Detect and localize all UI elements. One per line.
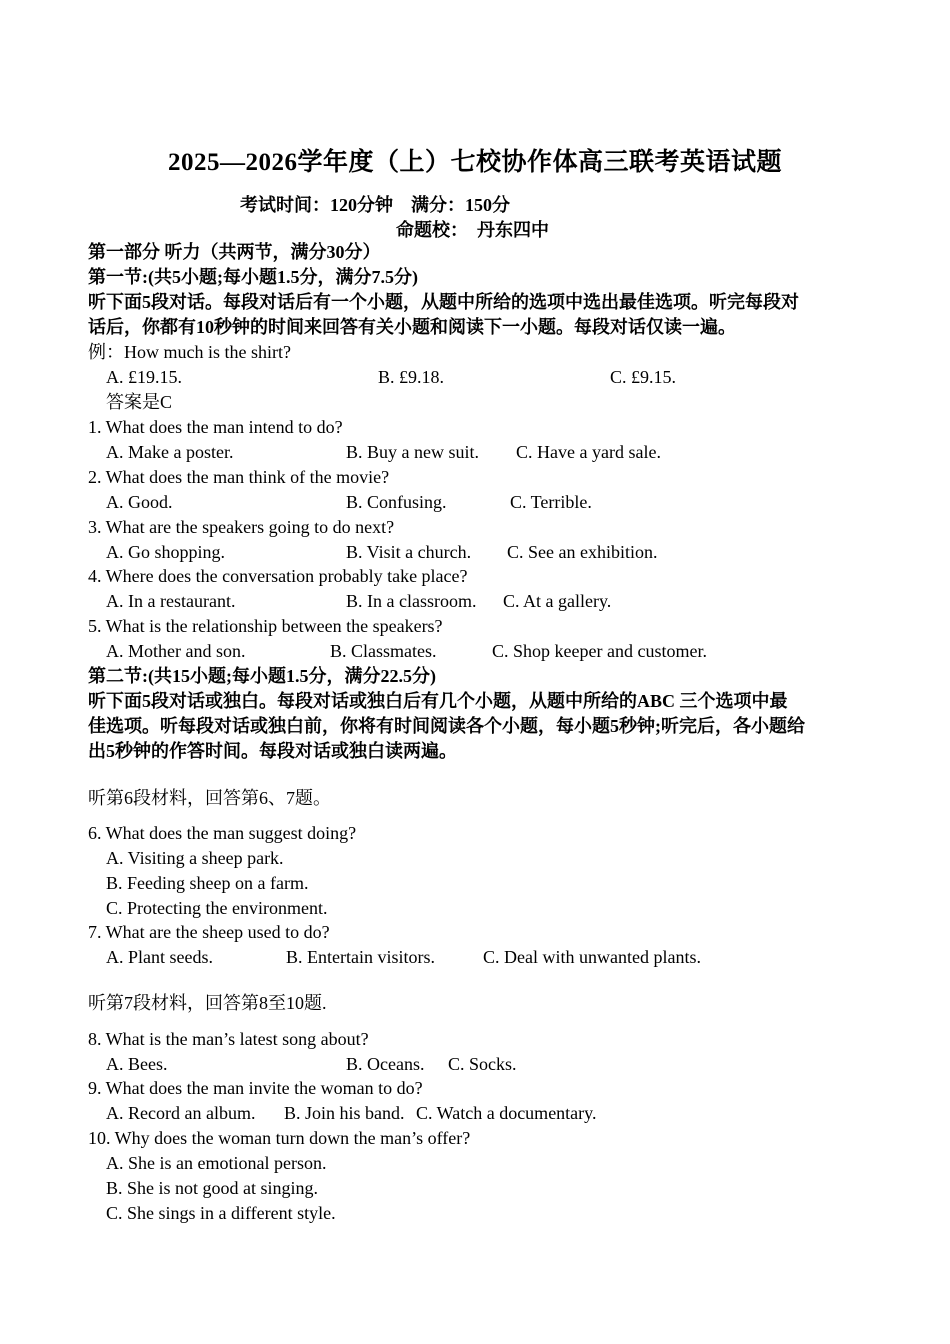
option-c: C. Socks.: [448, 1054, 517, 1074]
option-a: A. Go shopping.: [106, 542, 226, 562]
question-stem: 10. Why does the woman turn down the man’s offer?: [88, 1128, 471, 1148]
option-a: A. Record an album.: [106, 1103, 256, 1123]
question-stem: 5. What is the relationship between the speakers?: [88, 616, 443, 636]
option-c: C. She sings in a different style.: [106, 1203, 336, 1223]
option-b: B. Join his band.: [284, 1103, 405, 1123]
material-7-note: 听第7段材料，回答第8至10题.: [88, 993, 327, 1013]
example-option-a: A. £19.15.: [106, 367, 182, 387]
question-stem: 3. What are the speakers going to do next?: [88, 517, 395, 537]
option-c: C. Shop keeper and customer.: [492, 641, 707, 661]
exam-info: 考试时间：120分钟 满分：150分: [240, 195, 510, 215]
example-question: 例：How much is the shirt?: [88, 342, 291, 362]
option-c: C. Terrible.: [510, 492, 592, 512]
option-b: B. She is not good at singing.: [106, 1178, 319, 1198]
section1-instruction: 话后，你都有10秒钟的时间来回答有关小题和阅读下一小题。每段对话仅读一遍。: [88, 317, 736, 337]
option-c: C. See an exhibition.: [507, 542, 658, 562]
section2-instruction: 出5秒钟的作答时间。每段对话或独白读两遍。: [88, 741, 457, 761]
section2-heading: 第二节:(共15小题;每小题1.5分，满分22.5分): [88, 666, 436, 686]
option-b: B. Confusing.: [346, 492, 447, 512]
material-6-note: 听第6段材料，回答第6、7题。: [88, 788, 331, 808]
option-b: B. Visit a church.: [346, 542, 472, 562]
question-stem: 4. Where does the conversation probably take place?: [88, 566, 468, 586]
option-a: A. Make a poster.: [106, 442, 234, 462]
option-a: A. Good.: [106, 492, 173, 512]
section2-instruction: 佳选项。听每段对话或独白前，你将有时间阅读各个小题，每小题5秒钟;听完后，各小题给: [88, 716, 805, 736]
option-a: A. Visiting a sheep park.: [106, 848, 284, 868]
option-a: A. She is an emotional person.: [106, 1153, 327, 1173]
option-b: B. Classmates.: [330, 641, 437, 661]
option-a: A. Bees.: [106, 1054, 168, 1074]
option-a: A. Plant seeds.: [106, 947, 213, 967]
option-c: C. Have a yard sale.: [516, 442, 661, 462]
question-stem: 2. What does the man think of the movie?: [88, 467, 390, 487]
school-info: 命题校： 丹东四中: [396, 220, 549, 240]
example-option-c: C. £9.15.: [610, 367, 677, 387]
exam-title: 2025—2026学年度（上）七校协作体高三联考英语试题: [167, 149, 782, 176]
section1-instruction: 听下面5段对话。每段对话后有一个小题，从题中所给的选项中选出最佳选项。听完每段对: [88, 292, 799, 312]
example-option-b: B. £9.18.: [378, 367, 445, 387]
example-answer: 答案是C: [106, 392, 173, 412]
option-b: B. Entertain visitors.: [286, 947, 435, 967]
section1-heading: 第一节:(共5小题;每小题1.5分，满分7.5分): [88, 267, 418, 287]
question-stem: 7. What are the sheep used to do?: [88, 922, 330, 942]
option-b: B. Feeding sheep on a farm.: [106, 873, 309, 893]
question-stem: 6. What does the man suggest doing?: [88, 823, 357, 843]
option-c: C. At a gallery.: [503, 591, 612, 611]
option-a: A. Mother and son.: [106, 641, 246, 661]
option-a: A. In a restaurant.: [106, 591, 236, 611]
question-stem: 1. What does the man intend to do?: [88, 417, 343, 437]
option-c: C. Deal with unwanted plants.: [483, 947, 701, 967]
option-c: C. Watch a documentary.: [416, 1103, 597, 1123]
option-b: B. In a classroom.: [346, 591, 477, 611]
option-b: B. Oceans.: [346, 1054, 425, 1074]
part1-heading: 第一部分 听力（共两节，满分30分）: [88, 242, 381, 262]
question-stem: 8. What is the man’s latest song about?: [88, 1029, 369, 1049]
question-stem: 9. What does the man invite the woman to do?: [88, 1078, 423, 1098]
option-b: B. Buy a new suit.: [346, 442, 479, 462]
section2-instruction: 听下面5段对话或独白。每段对话或独白后有几个小题，从题中所给的ABC 三个选项中最: [88, 691, 788, 711]
option-c: C. Protecting the environment.: [106, 898, 328, 918]
